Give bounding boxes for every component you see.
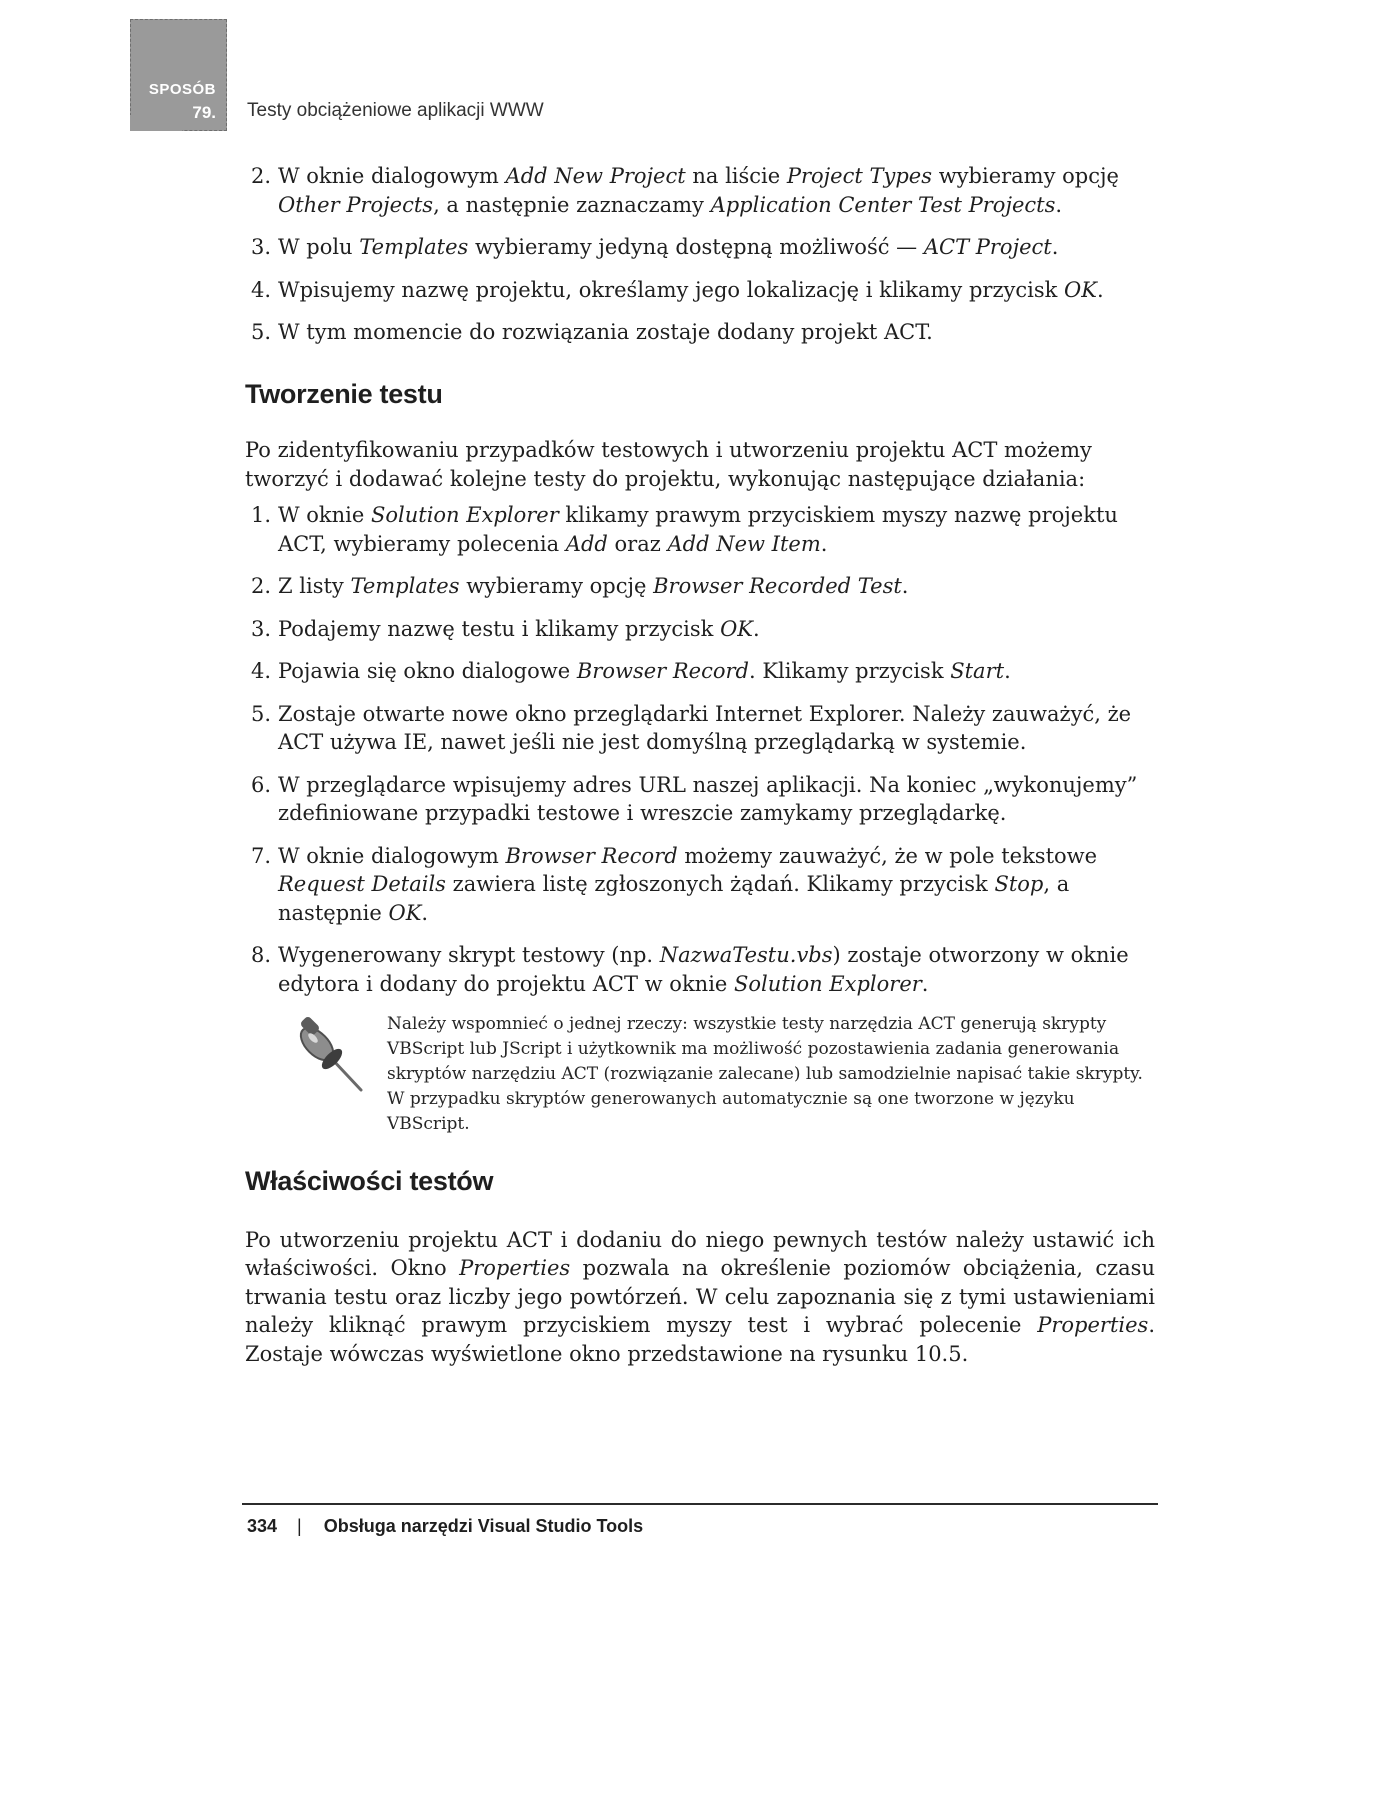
emphasis-term: Stop	[994, 872, 1044, 896]
emphasis-term: Other Projects	[278, 192, 434, 217]
text-run: .	[921, 971, 929, 996]
text-run: Z listy	[278, 574, 351, 598]
text-run: .	[1051, 235, 1059, 259]
emphasis-term: Browser Record	[576, 659, 749, 683]
text-run: wybieramy opcję	[459, 574, 654, 598]
list-item-number: 2.	[250, 164, 271, 188]
list-item-text	[278, 574, 908, 598]
emphasis-term: Properties	[459, 1256, 571, 1280]
badge-number: 79.	[192, 103, 216, 122]
text-run: . Klikamy przycisk	[749, 659, 951, 683]
list-item-number: 5.	[250, 701, 271, 726]
emphasis-term: OK	[720, 616, 753, 641]
list-item	[245, 657, 1155, 686]
page-footer	[247, 1516, 643, 1537]
footer-separator: |	[297, 1516, 302, 1536]
text-run: , a następnie	[278, 872, 1070, 925]
text-run: oraz	[607, 531, 668, 556]
emphasis-term: Browser Recorded Test	[653, 574, 902, 598]
text-run: Po utworzeniu projektu ACT i dodaniu do niego pewnych testów należy ustawić ich właściwości. Okno	[245, 1227, 1155, 1280]
emphasis-term: NazwaTestu.vbs	[659, 943, 833, 967]
properties-paragraph	[245, 1226, 1155, 1369]
text-run: .	[1004, 659, 1011, 683]
list-item-number: 4.	[250, 659, 271, 683]
text-run: W polu	[278, 235, 360, 259]
badge-label: SPOSÓB	[148, 81, 216, 98]
emphasis-term: OK	[388, 900, 422, 925]
section-heading-test-properties: Właściwości testów	[245, 1166, 494, 1196]
text-run: na liście	[685, 164, 787, 188]
list-item-number: 7.	[250, 843, 271, 868]
emphasis-term: Templates	[359, 235, 469, 259]
chapter-badge	[130, 19, 227, 131]
badge-corner-decoration	[130, 115, 182, 131]
book-title: Obsługa narzędzi Visual Studio Tools	[323, 1516, 644, 1536]
list-item-number: 2.	[250, 574, 271, 598]
page-content	[245, 150, 1155, 1368]
text-run: Zostaje otwarte nowe okno przeglądarki Internet Explorer. Należy zauważyć, że ACT używa IE, nawet jeśli nie jest domyślną przeglądarką w systemie.	[278, 701, 1132, 754]
list-item	[245, 700, 1155, 757]
list-item-text	[278, 943, 1129, 996]
footer-rule	[242, 1503, 1158, 1505]
list-item-text	[278, 773, 1137, 826]
emphasis-term: Solution Explorer	[734, 971, 922, 996]
emphasis-term: Start	[950, 659, 1005, 683]
text-run: .	[820, 531, 828, 556]
list-item-text	[278, 278, 1104, 302]
emphasis-term: Project Types	[786, 164, 933, 188]
pushpin-icon	[287, 1014, 367, 1094]
emphasis-term: Request Details	[278, 872, 446, 896]
list-item-text	[278, 844, 1097, 925]
list-item-text	[278, 164, 1119, 217]
emphasis-term: OK	[1064, 277, 1097, 302]
text-run: W tym momencie do rozwiązania zostaje dodany projekt ACT.	[278, 320, 933, 344]
steps-list-create-test	[245, 501, 1155, 998]
list-item-text	[278, 617, 760, 641]
text-run: możemy zauważyć, że w pole tekstowe	[677, 843, 1098, 868]
text-run: Pojawia się okno dialogowe	[278, 659, 577, 683]
text-run: zawiera listę zgłoszonych żądań. Klikamy przycisk	[445, 872, 995, 896]
list-item	[245, 501, 1155, 558]
list-item	[245, 233, 1155, 262]
text-run: Wygenerowany skrypt testowy (np.	[278, 943, 660, 967]
list-item-text	[278, 659, 1011, 683]
list-item-number: 8.	[250, 943, 271, 967]
list-item-text	[278, 235, 1058, 259]
list-item-number: 5.	[250, 320, 271, 344]
text-run: wybieramy opcję	[932, 164, 1119, 188]
list-item	[245, 842, 1155, 928]
list-item-text	[278, 702, 1131, 755]
text-run: .	[752, 616, 760, 641]
text-run: , a następnie zaznaczamy	[433, 192, 711, 217]
list-item-text	[278, 320, 933, 344]
emphasis-term: Add	[565, 531, 608, 556]
emphasis-term: Templates	[350, 574, 460, 598]
list-item-number: 1.	[250, 503, 271, 527]
text-run: .	[1055, 192, 1063, 217]
list-item	[245, 771, 1155, 828]
text-run: W oknie dialogowym	[278, 164, 506, 188]
note-box	[245, 1012, 1155, 1137]
emphasis-term: Properties	[1037, 1313, 1149, 1337]
emphasis-term: Application Center Test Projects	[710, 192, 1056, 217]
text-run: ) zostaje otworzony w oknie edytora i dodany do projektu ACT w oknie	[278, 943, 1129, 996]
list-item-number: 3.	[250, 235, 271, 259]
text-run: Wpisujemy nazwę projektu, określamy jego lokalizację i klikamy przycisk	[278, 277, 1065, 302]
steps-list-project	[245, 162, 1155, 347]
text-run: .	[1096, 277, 1104, 302]
emphasis-term: Add New Item	[667, 531, 821, 556]
list-item	[245, 615, 1155, 644]
section-intro-paragraph: Po zidentyfikowaniu przypadków testowych i utworzeniu projektu ACT możemy tworzyć i dodawać kolejne testy do projektu, wykonując następujące działania:	[245, 438, 1092, 491]
text-run: pozwala na określenie poziomów obciążenia, czasu trwania testu oraz liczby jego powtórzeń. W celu zapoznania się z tymi ustawieniami należy kliknąć prawym przyciskiem myszy test i wybrać polecenie	[245, 1256, 1155, 1337]
text-run: klikamy prawym przyciskiem myszy nazwę projektu ACT, wybieramy polecenia	[278, 503, 1118, 556]
emphasis-term: ACT Project	[923, 235, 1052, 259]
emphasis-term: Browser Record	[505, 843, 678, 868]
section-heading-create-test: Tworzenie testu	[245, 378, 443, 409]
text-run: W oknie dialogowym	[278, 843, 506, 868]
text-run: . Zostaje wówczas wyświetlone okno przedstawione na rysunku 10.5.	[245, 1313, 1155, 1366]
list-item	[245, 941, 1155, 998]
text-run: wybieramy jedyną dostępną możliwość —	[468, 235, 924, 259]
page-number: 334	[247, 1516, 278, 1536]
list-item-number: 4.	[250, 277, 271, 302]
list-item-text	[278, 503, 1118, 556]
list-item-number: 6.	[250, 772, 271, 797]
text-run: .	[901, 574, 909, 598]
list-item	[245, 276, 1155, 305]
list-item	[245, 318, 1155, 347]
text-run: .	[421, 900, 429, 925]
text-run: W przeglądarce wpisujemy adres URL naszej aplikacji. Na koniec „wykonujemy” zdefiniowane przypadki testowe i wreszcie zamykamy przeglądarkę.	[278, 772, 1138, 825]
list-item	[245, 162, 1155, 219]
note-text: Należy wspomnieć o jednej rzeczy: wszystkie testy narzędzia ACT generują skrypty VBScript lub JScript i użytkownik ma możliwość pozostawienia zadania generowania skryptów narzędziu ACT (rozwiązanie zalecane) lub samodzielnie napisać takie skrypty. W przypadku skryptów generowanych automatycznie są one tworzone w języku VBScript.	[387, 1014, 1143, 1134]
emphasis-term: Add New Project	[505, 164, 686, 188]
running-title: Testy obciążeniowe aplikacji WWW	[247, 100, 544, 121]
list-item-number: 3.	[250, 616, 271, 641]
text-run: Podajemy nazwę testu i klikamy przycisk	[278, 616, 721, 641]
text-run: W oknie	[278, 503, 371, 527]
emphasis-term: Solution Explorer	[370, 503, 559, 527]
list-item	[245, 572, 1155, 601]
